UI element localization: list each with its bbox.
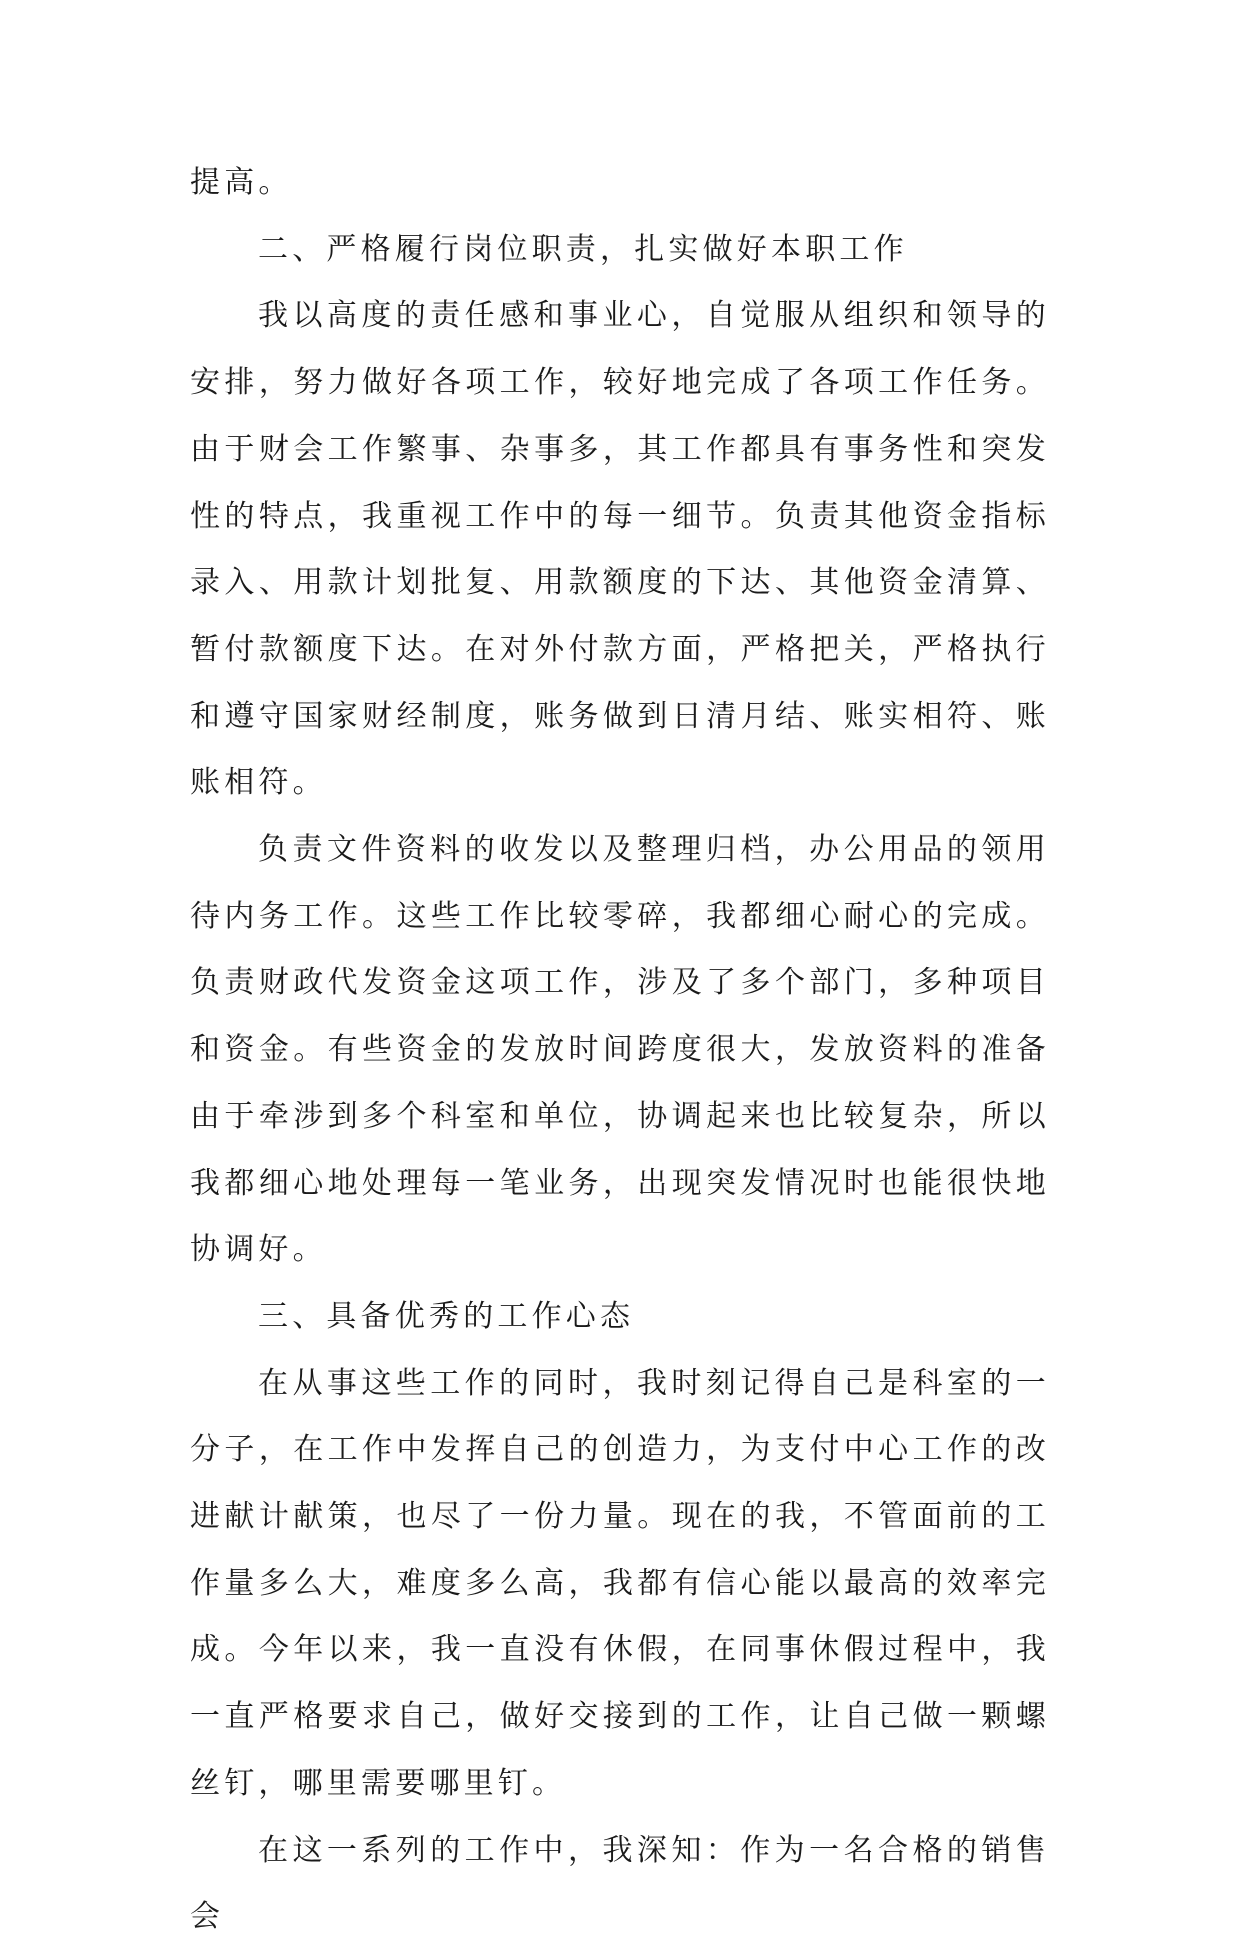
section-heading-2: 二、严格履行岗位职责，扎实做好本职工作 bbox=[258, 231, 908, 267]
document-body bbox=[190, 150, 1050, 1951]
paragraph-4: 负责文件资料的收发以及整理归档，办公用品的领用待内务工作。这些工作比较零碎，我都细心耐心的完成。负责财政代发资金这项工作，涉及了多个部门，多种项目和资金。有些资金的发放时间跨度很大，发放资料的准备由于牵涉到多个科室和单位，协调起来也比较复杂，所以我都细心地处理每一笔业务，出现突发情况时也能很快地协调好。 bbox=[190, 832, 1050, 1268]
paragraph-3: 我以高度的责任感和事业心，自觉服从组织和领导的安排，努力做好各项工作，较好地完成了各项工作任务。由于财会工作繁事、杂事多，其工作都具有事务性和突发性的特点，我重视工作中的每一细节。负责其他资金指标录入、用款计划批复、用款额度的下达、其他资金清算、暂付款额度下达。在对外付款方面，严格把关，严格执行和遵守国家财经制度，账务做到日清月结、账实相符、账账相符。 bbox=[190, 298, 1050, 801]
section-heading-3: 三、具备优秀的工作心态 bbox=[258, 1298, 635, 1334]
paragraph-6: 在从事这些工作的同时，我时刻记得自己是科室的一分子，在工作中发挥自己的创造力，为支付中心工作的改进献计献策，也尽了一份力量。现在的我，不管面前的工作量多么大，难度多么高，我都有信心能以最高的效率完成。今年以来，我一直没有休假，在同事休假过程中，我一直严格要求自己，做好交接到的工作，让自己做一颗螺丝钉，哪里需要哪里钉。 bbox=[190, 1365, 1050, 1801]
paragraph-1: 提高。 bbox=[190, 165, 293, 200]
paragraph-7: 在这一系列的工作中，我深知：作为一名合格的销售会 bbox=[190, 1832, 1050, 1935]
